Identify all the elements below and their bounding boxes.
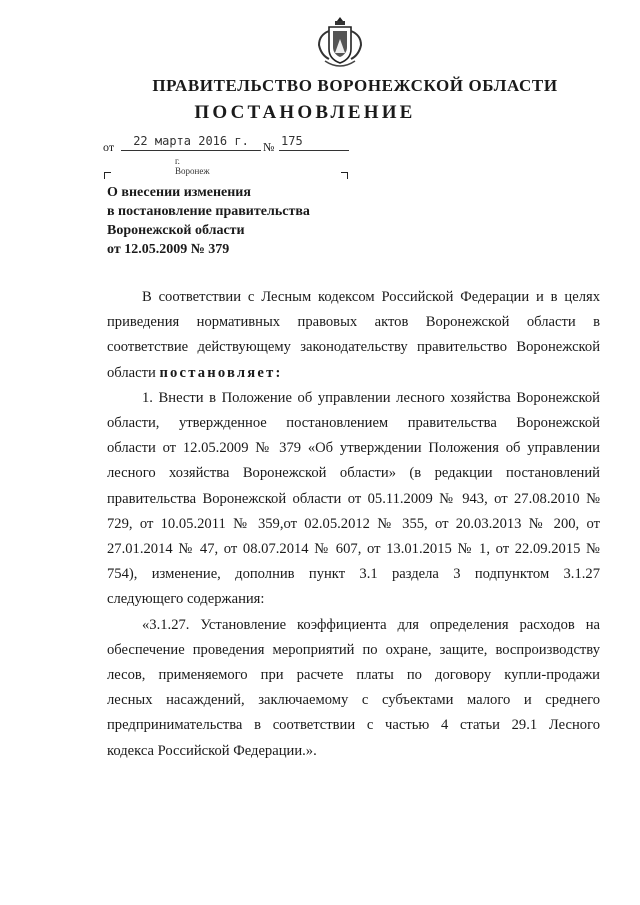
subject-line: в постановление правительства xyxy=(107,204,310,219)
subject-line: О внесении изменения xyxy=(107,185,251,200)
item1-line: 1. Внести в Положение об управлении лесного хозяйства Воронежской xyxy=(142,389,600,406)
subject-line: Воронежской области xyxy=(107,223,245,238)
item1-line: правительства Воронежской области от 05.11.2009 № 943, от 27.08.2010 № xyxy=(107,490,600,507)
item1-line: следующего содержания: xyxy=(107,591,265,608)
number-label: № xyxy=(263,140,275,154)
item1-line: области от 12.05.2009 № 379 «Об утверждении Положения об управлении xyxy=(107,440,600,457)
item1-line: 754), изменение, дополнив пункт 3.1 раздела 3 подпунктом 3.1.27 xyxy=(107,566,600,583)
quote-line: обеспечение проведения мероприятий по охране, защите, воспроизводству xyxy=(107,641,600,658)
document-date: 22 марта 2016 г. xyxy=(133,134,249,148)
quote-line: лесных насаждений, заключаемому с субъектами малого и среднего xyxy=(107,692,600,709)
from-label: от xyxy=(103,140,115,154)
item1-line: лесного хозяйства Воронежской области» (в редакции постановлений xyxy=(107,465,600,482)
resolves-word: постановляет: xyxy=(159,364,283,381)
number-underline xyxy=(279,150,349,151)
city: г. Воронеж xyxy=(175,156,210,176)
subject-corner-left xyxy=(104,172,111,179)
document-number: 175 xyxy=(281,134,303,148)
date-underline xyxy=(121,150,261,151)
preamble-line: В соответствии с Лесным кодексом Российской Федерации и в целях xyxy=(142,289,600,305)
quote-line: кодекса Российской Федерации.». xyxy=(107,742,317,759)
preamble-line: приведения нормативных правовых актов Воронежской области в xyxy=(107,314,600,331)
preamble-prefix: области xyxy=(107,364,156,381)
document-subject xyxy=(107,183,310,259)
item1-line: области, утвержденное постановлением правительства Воронежской xyxy=(107,415,600,432)
government-name: ПРАВИТЕЛЬСТВО ВОРОНЕЖСКОЙ ОБЛАСТИ xyxy=(152,76,558,95)
document-body xyxy=(107,285,600,764)
preamble-line: соответствие действующему законодательству правительство Воронежской xyxy=(107,339,600,356)
subject-line: от 12.05.2009 № 379 xyxy=(107,242,230,257)
item1-line: 729, от 10.05.2011 № 359,от 02.05.2012 № 355, от 20.03.2013 № 200, от xyxy=(107,515,600,532)
subject-corner-right xyxy=(341,172,348,179)
preamble-last-line xyxy=(107,361,600,386)
quote-line: лесов, применяемого при расчете платы по договору купли-продажи xyxy=(107,667,600,684)
item1-line: 27.01.2014 № 47, от 08.07.2014 № 607, от 13.01.2015 № 1, от 22.09.2015 № xyxy=(107,541,600,558)
coat-of-arms-icon xyxy=(315,13,365,71)
quote-line: предпринимательства в соответствии с частью 4 статьи 29.1 Лесного xyxy=(107,717,600,734)
quote-line: «3.1.27. Установление коэффициента для определения расходов на xyxy=(142,616,600,633)
document-type: ПОСТАНОВЛЕНИЕ xyxy=(194,102,416,123)
